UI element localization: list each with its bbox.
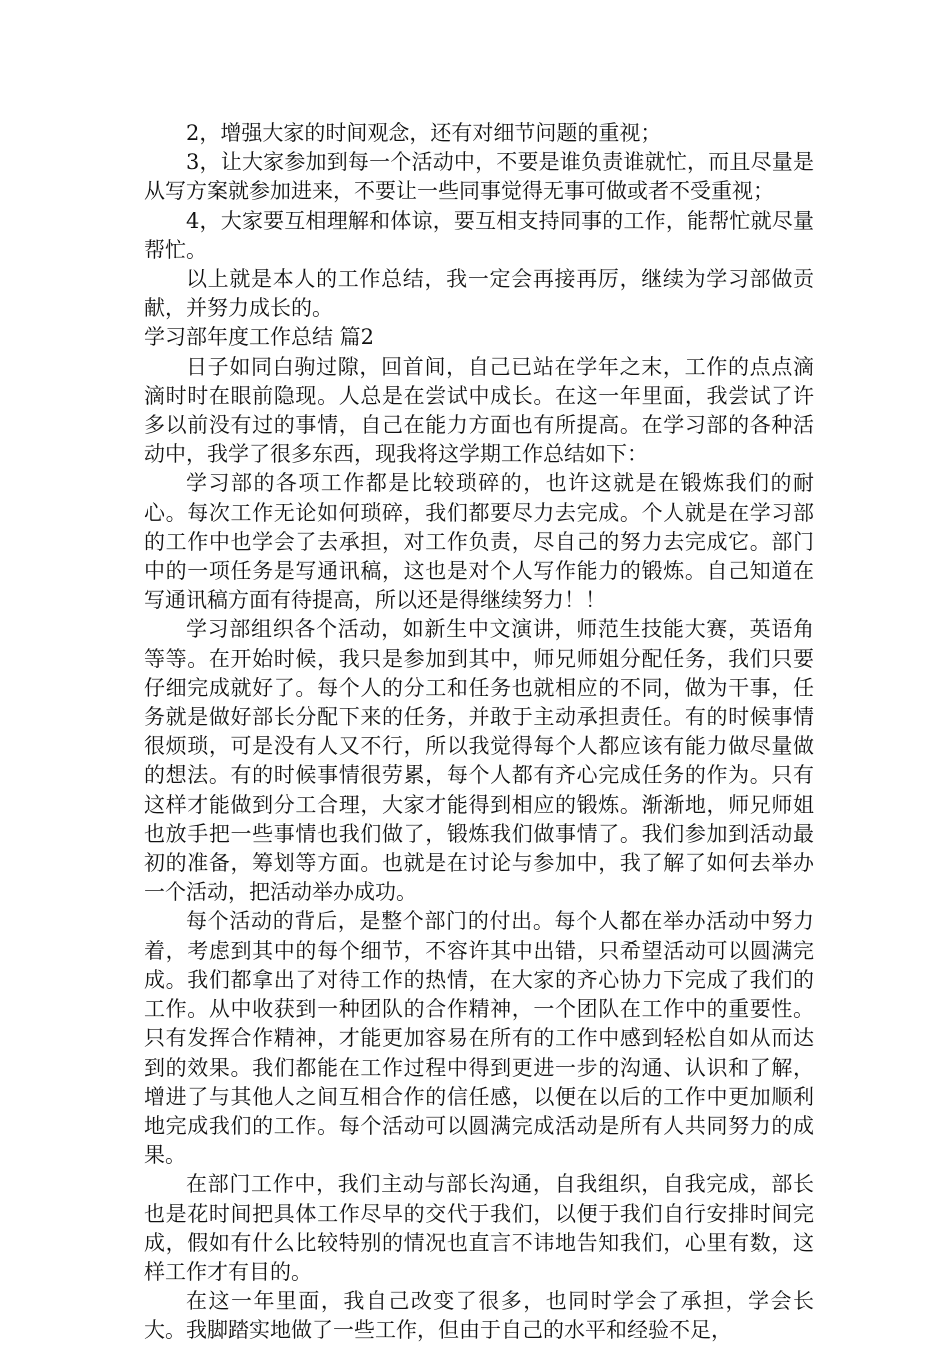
paragraph: 以上就是本人的工作总结，我一定会再接再厉，继续为学习部做贡献，并努力成长的。: [144, 267, 814, 321]
paragraph: 学习部的各项工作都是比较琐碎的，也许这就是在锻炼我们的耐心。每次工作无论如何琐碎，我们都要尽力去完成。个人就是在学习部的工作中也学会了去承担，对工作负责，尽自己的努力去完成它。部门中的一项任务是写通讯稿，这也是对个人写作能力的锻炼。自己知道在写通讯稿方面有待提高，所以还是得继续努力！！: [144, 471, 814, 613]
paragraph: 2，增强大家的时间观念，还有对细节问题的重视；: [186, 121, 662, 145]
paragraph: 学习部组织各个活动，如新生中文演讲，师范生技能大赛，英语角等等。在开始时候，我只是参加到其中，师兄师姐分配任务，我们只要仔细完成就好了。每个人的分工和任务也就相应的不同，做为干事，任务就是做好部长分配下来的任务，并敢于主动承担责任。有的时候事情很烦琐，可是没有人又不行，所以我觉得每个人都应该有能力做尽量做的想法。有的时候事情很劳累，每个人都有齐心完成任务的作为。只有这样才能做到分工合理，大家才能得到相应的锻炼。渐渐地，师兄师姐也放手把一些事情也我们做了，锻炼我们做事情了。我们参加到活动最初的准备，筹划等方面。也就是在讨论与参加中，我了解了如何去举办一个活动，把活动举办成功。: [144, 617, 814, 905]
paragraph: 3，让大家参加到每一个活动中，不要是谁负责谁就忙，而且尽量是从写方案就参加进来，不要让一些同事觉得无事可做或者不受重视；: [144, 150, 814, 204]
paragraph: 每个活动的背后，是整个部门的付出。每个人都在举办活动中努力着，考虑到其中的每个细节，不容许其中出错，只希望活动可以圆满完成。我们都拿出了对待工作的热情，在大家的齐心协力下完成了我们的工作。从中收获到一种团队的合作精神，一个团队在工作中的重要性。只有发挥合作精神，才能更加容易在所有的工作中感到轻松自如从而达到的效果。我们都能在工作过程中得到更进一步的沟通、认识和了解，增进了与其他人之间互相合作的信任感，以便在以后的工作中更加顺利地完成我们的工作。每个活动可以圆满完成活动是所有人共同努力的成果。: [144, 909, 814, 1168]
paragraph: 日子如同白驹过隙，回首间，自己已站在学年之末，工作的点点滴滴时时在眼前隐现。人总是在尝试中成长。在这一年里面，我尝试了许多以前没有过的事情，自己在能力方面也有所提高。在学习部的各种活动中，我学了很多东西，现我将这学期工作总结如下：: [144, 354, 814, 467]
section-heading: 学习部年度工作总结 篇2: [144, 325, 375, 350]
paragraph: 在部门工作中，我们主动与部长沟通，自我组织，自我完成，部长也是花时间把具体工作尽早的交代于我们，以便于我们自行安排时间完成，假如有什么比较特别的情况也直言不讳地告知我们，心里有数，这样工作才有目的。: [144, 1172, 814, 1284]
paragraph: 在这一年里面，我自己改变了很多，也同时学会了承担，学会长大。我脚踏实地做了一些工作，但由于自己的水平和经验不足，: [144, 1289, 814, 1343]
paragraph: 4，大家要互相理解和体谅，要互相支持同事的工作，能帮忙就尽量帮忙。: [144, 208, 814, 262]
document-body: [144, 119, 814, 1346]
